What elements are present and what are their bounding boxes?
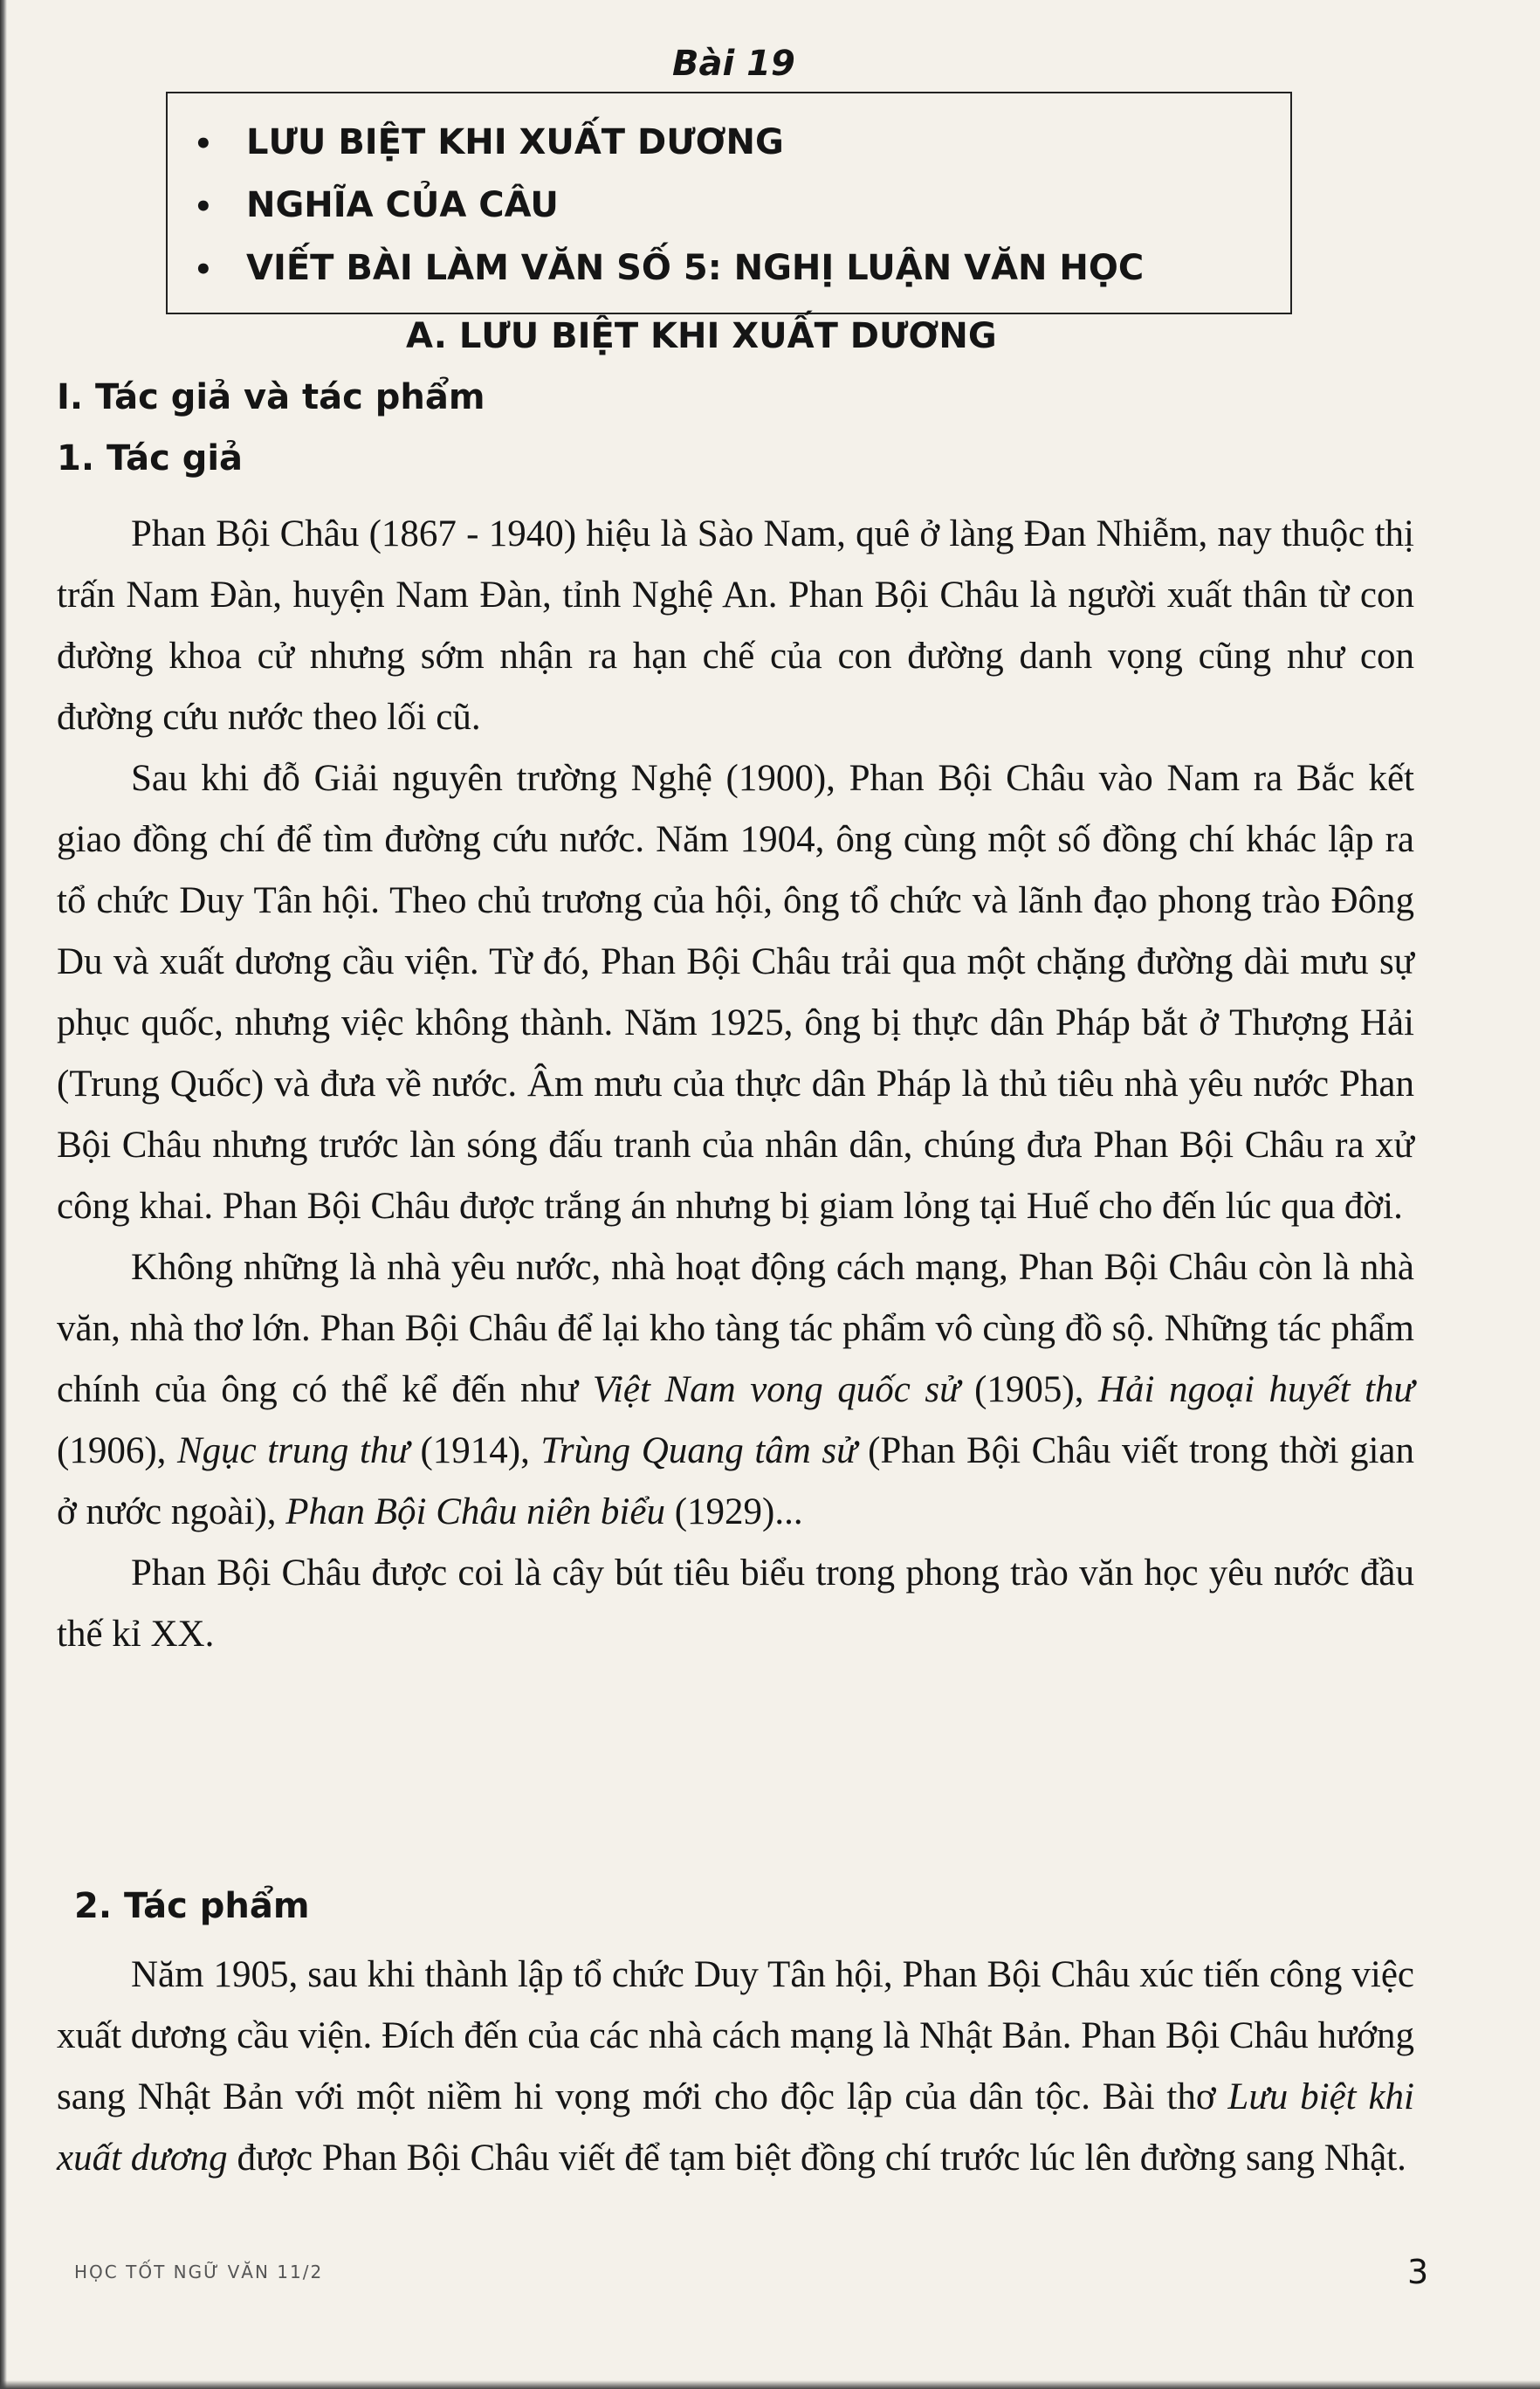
author-subheading: 1. Tác giả	[57, 438, 244, 478]
topic-item: • VIẾT BÀI LÀM VĂN SỐ 5: NGHỊ LUẬN VĂN HỌC	[194, 237, 1144, 299]
page-number: 3	[1407, 2253, 1429, 2291]
work-body	[57, 1945, 1414, 2189]
bullet-icon: •	[194, 252, 213, 287]
work-title: Việt Nam vong quốc sử	[592, 1369, 960, 1410]
page-bottom-shadow	[0, 2380, 1540, 2389]
author-closing: Phan Bội Châu được coi là cây bút tiêu biểu trong phong trào văn học yêu nước đầu thế kỉ XX.	[57, 1553, 1414, 1655]
topic-item: • LƯU BIỆT KHI XUẤT DƯƠNG	[194, 111, 1144, 174]
author-paragraph: Phan Bội Châu (1867 - 1940) hiệu là Sào Nam, quê ở làng Đan Nhiễm, nay thuộc thị trấn Nam Đàn, huyện Nam Đàn, tỉnh Nghệ An. Phan Bội Châu là người xuất thân từ con đường khoa cử nhưng sớm nhận ra hạn chế của con đường danh vọng cũng như con đường cứu nước theo lối cũ.	[57, 513, 1414, 738]
topic-item: • NGHĨA CỦA CÂU	[194, 174, 1144, 237]
work-subheading: 2. Tác phẩm	[74, 1886, 310, 1926]
poem-title: Lưu biệt khi xuất dương	[57, 2076, 1414, 2179]
section-a-heading: A. LƯU BIỆT KHI XUẤT DƯƠNG	[406, 316, 997, 356]
topics-box	[166, 92, 1292, 314]
lesson-title: Bài 19	[672, 44, 795, 84]
works-paragraph: Không những là nhà yêu nước, nhà hoạt động cách mạng, Phan Bội Châu còn là nhà văn, nhà thơ lớn. Phan Bội Châu để lại kho tàng tác phẩm vô cùng đồ sộ. Những tác phẩm chính của ông có thể kể đến như Việt Nam vong quốc sử (1905), Hải ngoại huyết thư (1906), Ngục trung thư (1914), Trùng Quang tâm sử (Phan Bội Châu viết trong thời gian ở nước ngoài), Phan Bội Châu niên biểu (1929)...	[57, 1247, 1415, 1532]
work-title: Trùng Quang tâm sử	[540, 1430, 857, 1471]
work-title: Hải ngoại huyết thư	[1098, 1369, 1414, 1410]
author-body	[57, 504, 1414, 1665]
topics-list	[194, 111, 1144, 299]
page-edge-shadow	[0, 0, 7, 2389]
footer-book-title: HỌC TỐT NGỮ VĂN 11/2	[74, 2262, 324, 2282]
work-paragraph: Năm 1905, sau khi thành lập tổ chức Duy Tân hội, Phan Bội Châu xúc tiến công việc xuất dương cầu viện. Đích đến của các nhà cách mạng là Nhật Bản. Phan Bội Châu hướng sang Nhật Bản với một niềm hi vọng mới cho độc lập của dân tộc. Bài thơ Lưu biệt khi xuất dương được Phan Bội Châu viết để tạm biệt đồng chí trước lúc lên đường sang Nhật.	[57, 1954, 1414, 2179]
author-paragraph: Sau khi đỗ Giải nguyên trường Nghệ (1900), Phan Bội Châu vào Nam ra Bắc kết giao đồng chí để tìm đường cứu nước. Năm 1904, ông cùng một số đồng chí khác lập ra tổ chức Duy Tân hội. Theo chủ trương của hội, ông tổ chức và lãnh đạo phong trào Đông Du và xuất dương cầu viện. Từ đó, Phan Bội Châu trải qua một chặng đường dài mưu sự phục quốc, nhưng việc không thành. Năm 1925, ông bị thực dân Pháp bắt ở Thượng Hải (Trung Quốc) và đưa về nước. Âm mưu của thực dân Pháp là thủ tiêu nhà yêu nước Phan Bội Châu nhưng trước làn sóng đấu tranh của nhân dân, chúng đưa Phan Bội Châu ra xử công khai. Phan Bội Châu được trắng án nhưng bị giam lỏng tại Huế cho đến lúc qua đời.	[57, 758, 1414, 1227]
bullet-icon: •	[194, 189, 213, 224]
work-title: Ngục trung thư	[176, 1430, 409, 1471]
work-title: Phan Bội Châu niên biểu	[285, 1491, 665, 1532]
bullet-icon: •	[194, 127, 213, 162]
section-i-heading: I. Tác giả và tác phẩm	[57, 377, 485, 417]
